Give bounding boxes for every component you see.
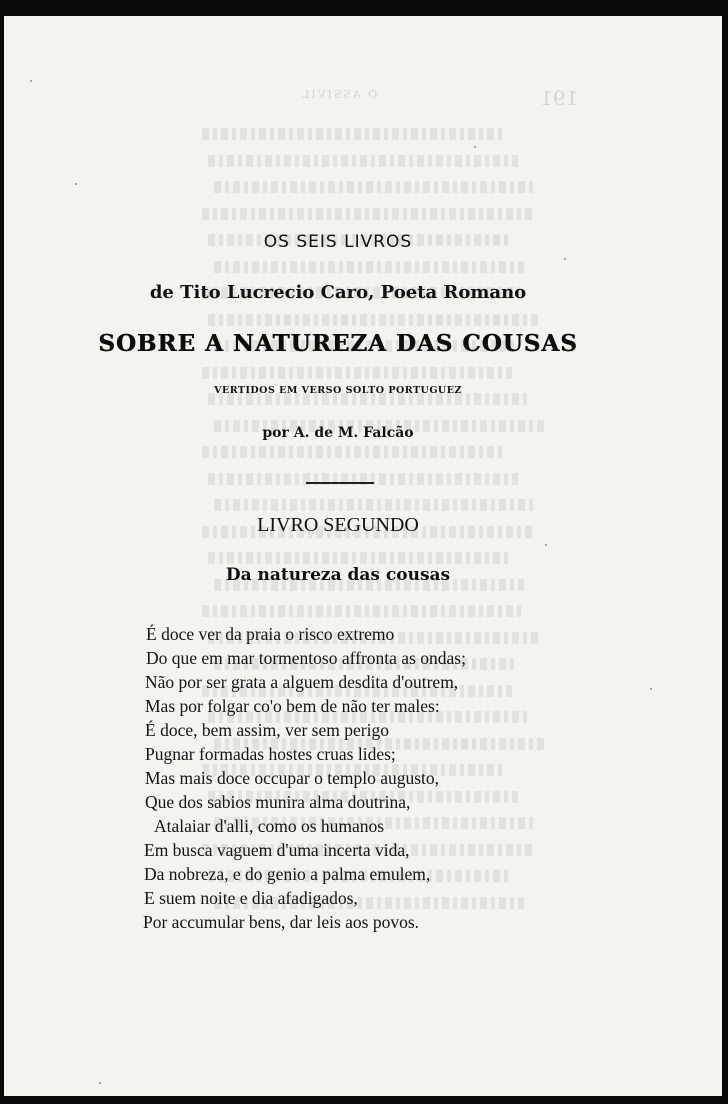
scan-speck: [75, 183, 77, 185]
verse-line: Que dos sabios munira alma doutrina,: [145, 792, 411, 812]
bleed-through-line: [202, 208, 532, 220]
bleed-through-line: [202, 128, 502, 140]
bleed-through-line: [214, 499, 534, 511]
verse-line: É doce, bem assim, ver sem perigo: [145, 720, 389, 740]
verse-line: Atalaiar d'alli, como os humanos: [154, 816, 385, 836]
bleed-through-line: [208, 552, 508, 564]
book-page: [4, 16, 722, 1096]
verse-line: Do que em mar tormentoso affronta as ondas;: [146, 648, 466, 668]
verse-line: Mas mais doce occupar o templo augusto,: [145, 768, 440, 788]
bleed-through-header: O ASSIVIL: [300, 88, 378, 101]
verse-line: Não por ser grata a alguem desdita d'outrem,: [145, 672, 459, 692]
verse-line: Pugnar formadas hostes cruas lides;: [145, 744, 396, 764]
book-subtitle: Da natureza das cousas: [225, 565, 451, 585]
series-title: OS SEIS LIVROS: [263, 232, 413, 252]
bleed-through-line: [202, 367, 512, 379]
translator-credit: por A. de M. Falcão: [262, 425, 414, 441]
bleed-through-line: [214, 181, 534, 193]
bleed-through-line: [202, 605, 522, 617]
book-heading: LIVRO SEGUNDO: [257, 514, 419, 536]
verse-line: Em busca vaguem d'uma incerta vida,: [144, 840, 410, 860]
scan-speck: [564, 258, 566, 260]
scan-speck: [474, 146, 476, 148]
bleed-through-page-number: 191: [540, 86, 579, 110]
work-title: SOBRE A NATUREZA DAS COUSAS: [98, 330, 578, 357]
verse-line: Da nobreza, e do genio a palma emulem,: [144, 864, 431, 884]
bleed-through-line: [214, 261, 524, 273]
verse-line: Mas por folgar co'o bem de não ter males:: [145, 696, 440, 716]
verse-line: É doce ver da praia o risco extremo: [146, 624, 395, 644]
verse-line: Por accumular bens, dar leis aos povos.: [143, 912, 420, 932]
scan-speck: [545, 544, 547, 546]
scan-speck: [650, 688, 652, 690]
scan-speck: [99, 1082, 101, 1084]
bleed-through-line: [208, 314, 538, 326]
translation-note: VERTIDOS EM VERSO SOLTO PORTUGUEZ: [214, 385, 462, 396]
verse-line: E suem noite e dia afadigados,: [144, 888, 358, 908]
author-line: de Tito Lucrecio Caro, Poeta Romano: [149, 282, 527, 303]
section-divider: [306, 482, 374, 484]
scan-speck: [30, 80, 32, 82]
bleed-through-line: [208, 155, 518, 167]
bleed-through-line: [202, 446, 502, 458]
